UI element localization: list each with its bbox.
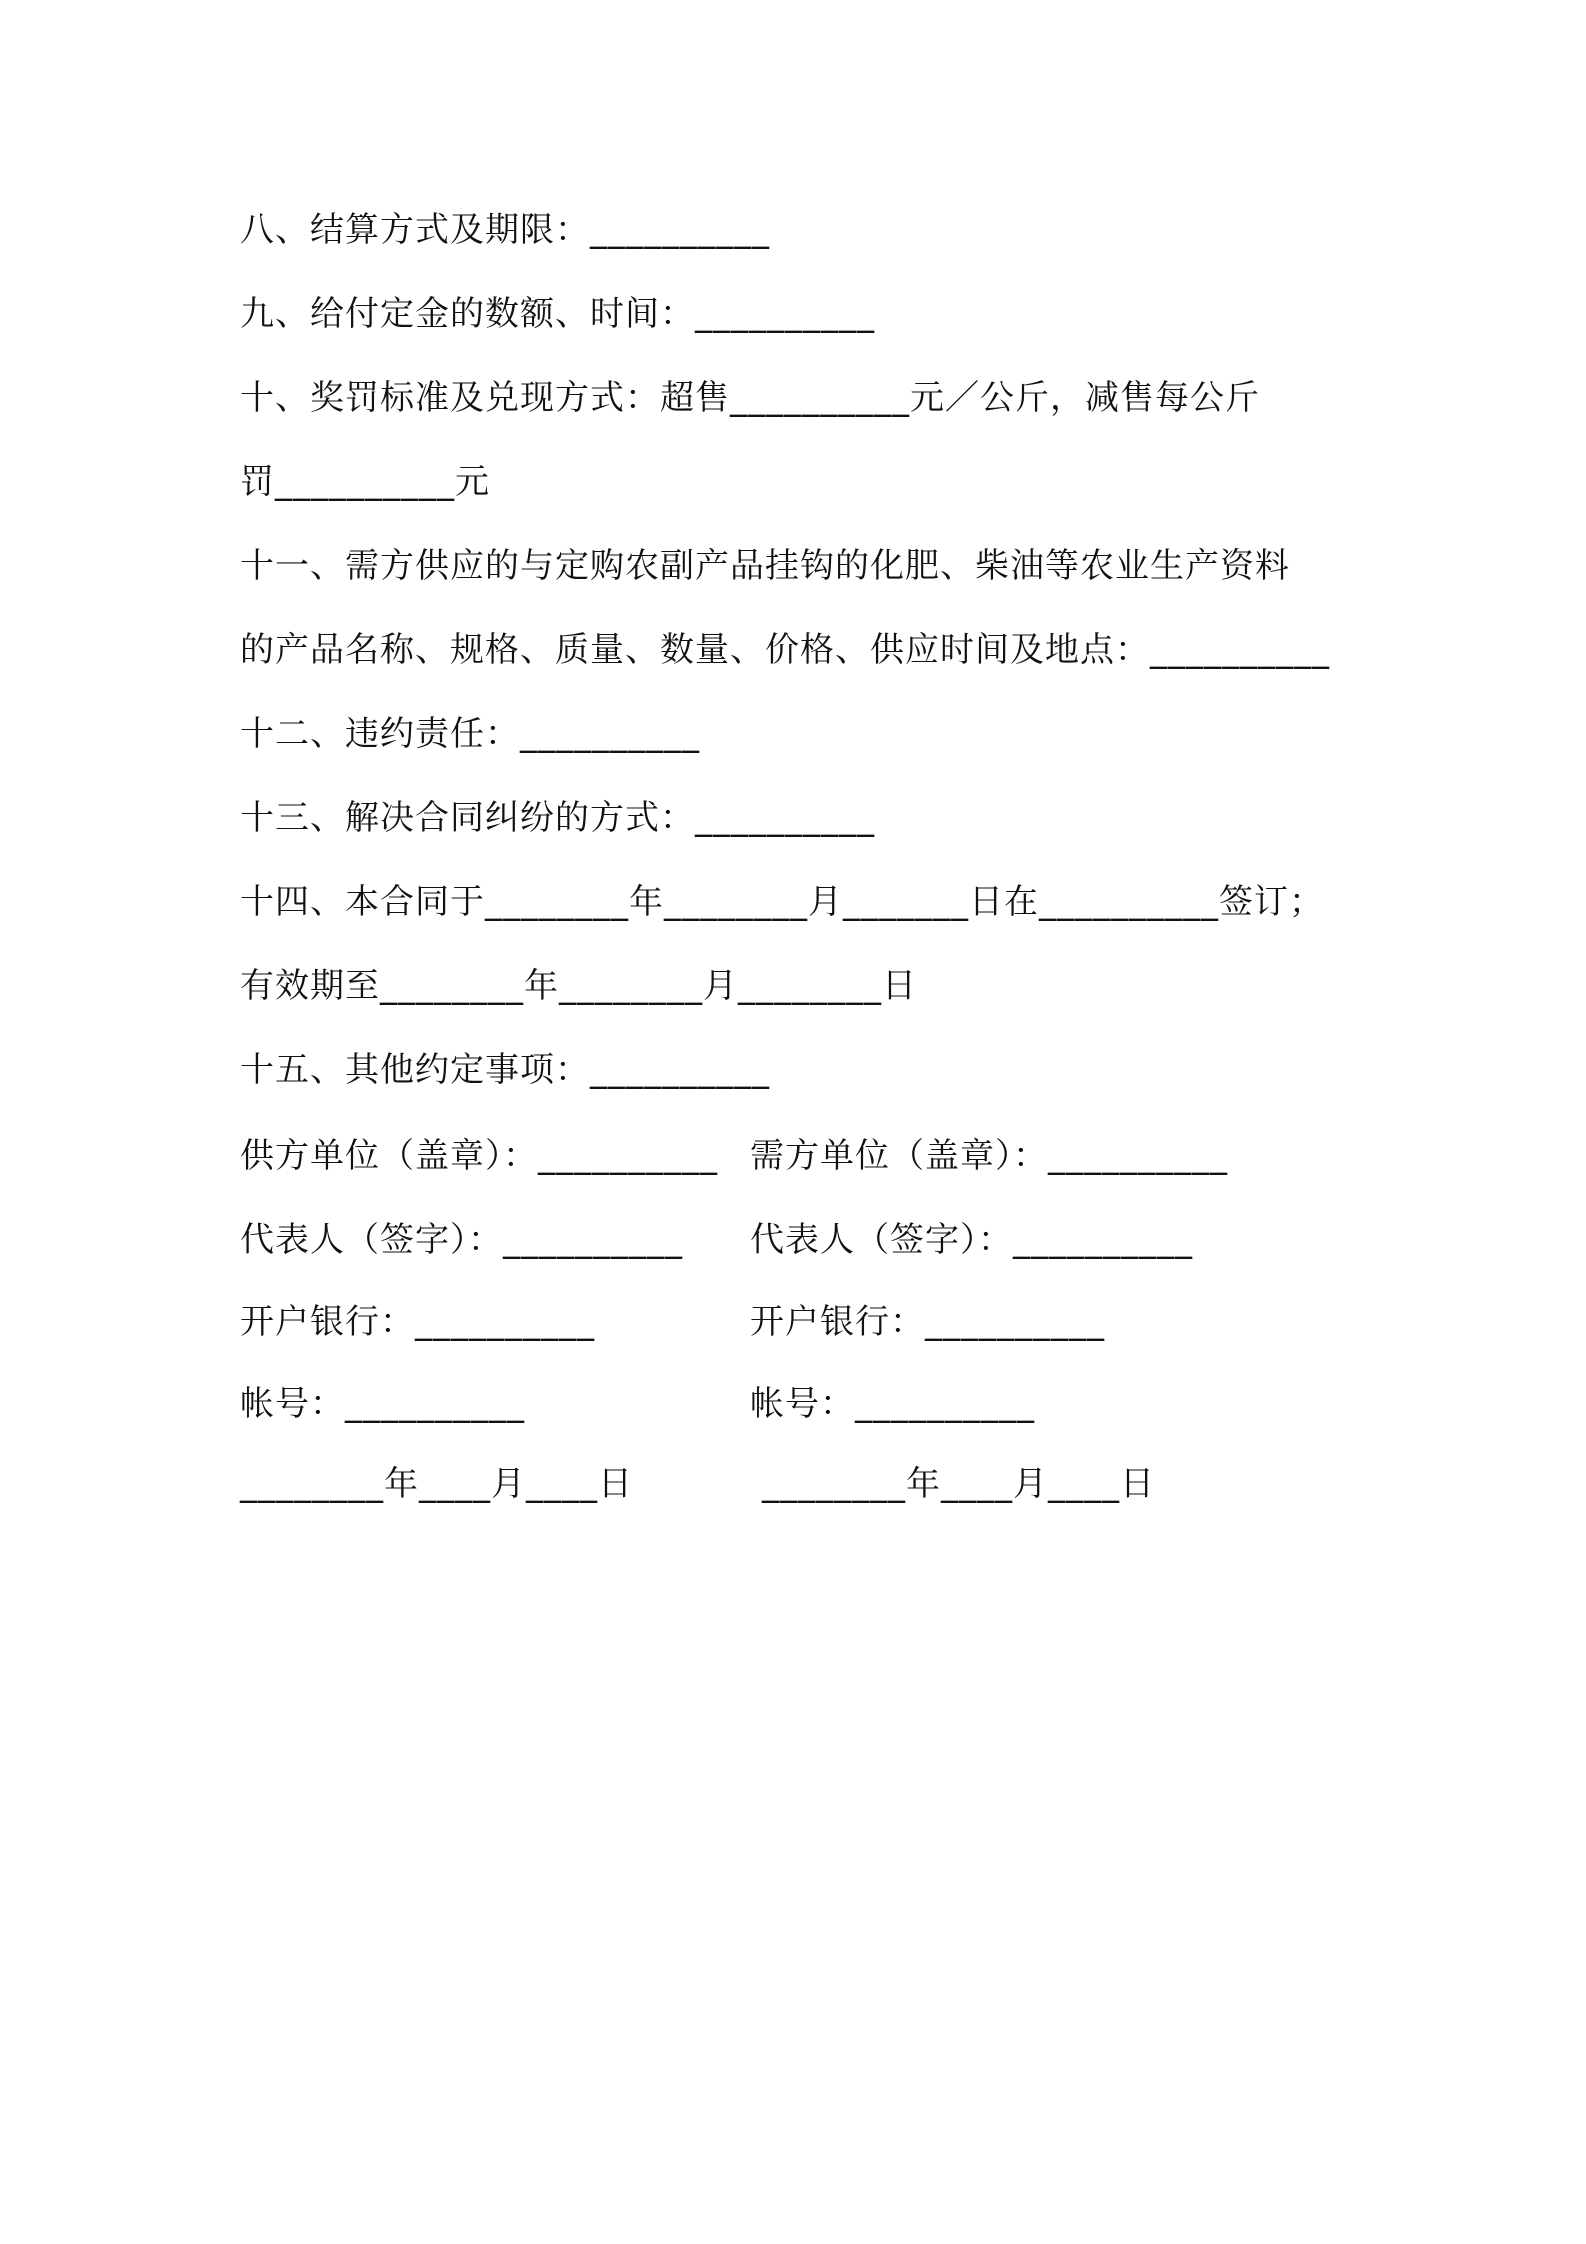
clause-13: 十三、解决合同纠纷的方式：__________	[240, 798, 875, 838]
clause-10-line-1: 十、奖罚标准及兑现方式：超售__________元／公斤，减售每公斤	[240, 378, 1260, 418]
clause-14-line-2: 有效期至________年________月________日	[240, 966, 917, 1006]
clause-11-line-1: 十一、需方供应的与定购农副产品挂钩的化肥、柴油等农业生产资料	[240, 546, 1290, 586]
supplier-bank: 开户银行：__________	[240, 1302, 595, 1342]
clause-15: 十五、其他约定事项：__________	[240, 1050, 770, 1090]
clause-10-line-2: 罚__________元	[240, 462, 490, 502]
supplier-date: ________年____月____日	[240, 1464, 633, 1504]
supplier-representative: 代表人（签字）：__________	[240, 1220, 683, 1260]
clause-11-line-2: 的产品名称、规格、质量、数量、价格、供应时间及地点：__________	[240, 630, 1330, 670]
supplier-account: 帐号：__________	[240, 1384, 525, 1424]
buyer-unit: 需方单位（盖章）：__________	[750, 1136, 1228, 1176]
clause-8: 八、结算方式及期限：__________	[240, 210, 770, 250]
buyer-bank: 开户银行：__________	[750, 1302, 1105, 1342]
buyer-account: 帐号：__________	[750, 1384, 1035, 1424]
buyer-representative: 代表人（签字）：__________	[750, 1220, 1193, 1260]
clause-14-line-1: 十四、本合同于________年________月_______日在__________签订；	[240, 882, 1324, 922]
clause-12: 十二、违约责任：__________	[240, 714, 700, 754]
clause-9: 九、给付定金的数额、时间：__________	[240, 294, 875, 334]
buyer-date: ________年____月____日	[762, 1464, 1155, 1504]
supplier-unit: 供方单位（盖章）：__________	[240, 1136, 718, 1176]
